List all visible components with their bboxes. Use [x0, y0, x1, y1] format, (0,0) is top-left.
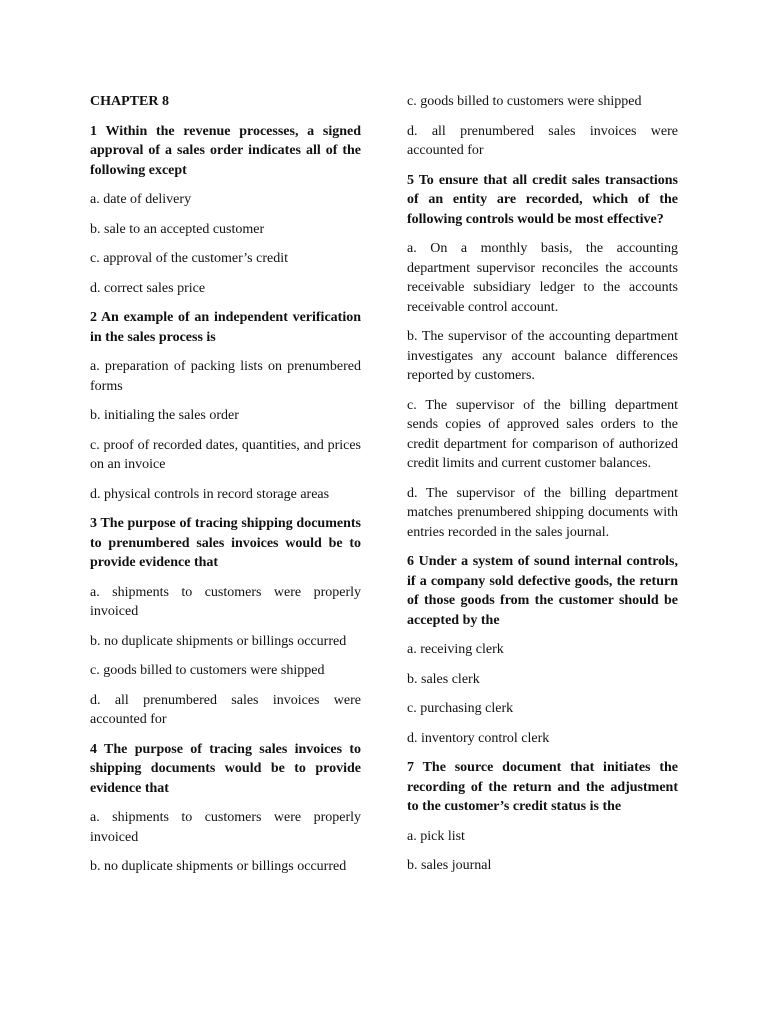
question-7: 7 The source document that initiates the recording of the return and the adjustment to the customer’s credit status is the — [407, 760, 678, 814]
question-5-option-c: c. The supervisor of the billing department sends copies of approved sales orders to the credit department for comparison of authorized credit limits and current customer balances. — [407, 397, 678, 471]
question-3-option-d: d. all prenumbered sales invoices were accounted for — [90, 692, 361, 727]
question-5-option-d: d. The supervisor of the billing department matches prenumbered shipping documents with entries recorded in the sales journal. — [407, 485, 678, 540]
question-2-option-d: d. physical controls in record storage areas — [90, 486, 330, 502]
question-3-option-b: b. no duplicate shipments or billings occurred — [90, 633, 347, 649]
question-2-option-b: b. initialing the sales order — [90, 408, 239, 423]
question-4-option-b: b. no duplicate shipments or billings occurred — [90, 859, 347, 874]
question-4: 4 The purpose of tracing sales invoices to shipping documents would be to provide evidence that — [90, 741, 361, 796]
question-2-option-c: c. proof of recorded dates, quantities, and prices on an invoice — [90, 437, 361, 472]
question-3-option-c: c. goods billed to customers were shipped — [90, 663, 325, 678]
question-5-option-b: b. The supervisor of the accounting department investigates any account balance differences reported by customers. — [407, 329, 678, 383]
chapter-title: CHAPTER 8 — [90, 94, 169, 109]
question-5: 5 To ensure that all credit sales transactions of an entity are recorded, which of the following controls would be most effective? — [407, 172, 678, 227]
question-1: 1 Within the revenue processes, a signed approval of a sales order indicates all of the following except — [90, 123, 361, 178]
question-6-option-d: d. inventory control clerk — [407, 730, 550, 746]
question-1-option-d: d. correct sales price — [90, 280, 206, 296]
question-3-option-a: a. shipments to customers were properly invoiced — [90, 584, 361, 619]
question-6-option-c: c. purchasing clerk — [407, 701, 514, 716]
right-column — [407, 92, 678, 876]
question-4-option-a: a. shipments to customers were properly invoiced — [90, 810, 361, 845]
question-6-option-b: b. sales clerk — [407, 671, 480, 687]
question-1-option-a: a. date of delivery — [90, 192, 192, 207]
question-2-option-a: a. preparation of packing lists on prenumbered forms — [90, 359, 361, 394]
question-1-option-b: b. sale to an accepted customer — [90, 221, 265, 237]
left-column — [90, 92, 361, 877]
question-7-option-b: b. sales journal — [407, 858, 492, 873]
question-6-option-a: a. receiving clerk — [407, 642, 504, 657]
question-4-option-c: c. goods billed to customers were shipped — [407, 94, 642, 109]
question-2: 2 An example of an independent verification in the sales process is — [90, 310, 361, 345]
question-7-option-a: a. pick list — [407, 828, 465, 844]
question-4-option-d: d. all prenumbered sales invoices were accounted for — [407, 123, 678, 158]
question-6: 6 Under a system of sound internal controls, if a company sold defective goods, the return of those goods from the customer should be accepted by the — [407, 554, 678, 628]
question-5-option-a: a. On a monthly basis, the accounting department supervisor reconciles the accounts receivable subsidiary ledger to the accounts receivable control account. — [407, 241, 678, 315]
question-3: 3 The purpose of tracing shipping documents to prenumbered sales invoices would be to provide evidence that — [90, 516, 361, 570]
question-1-option-c: c. approval of the customer’s credit — [90, 251, 289, 266]
